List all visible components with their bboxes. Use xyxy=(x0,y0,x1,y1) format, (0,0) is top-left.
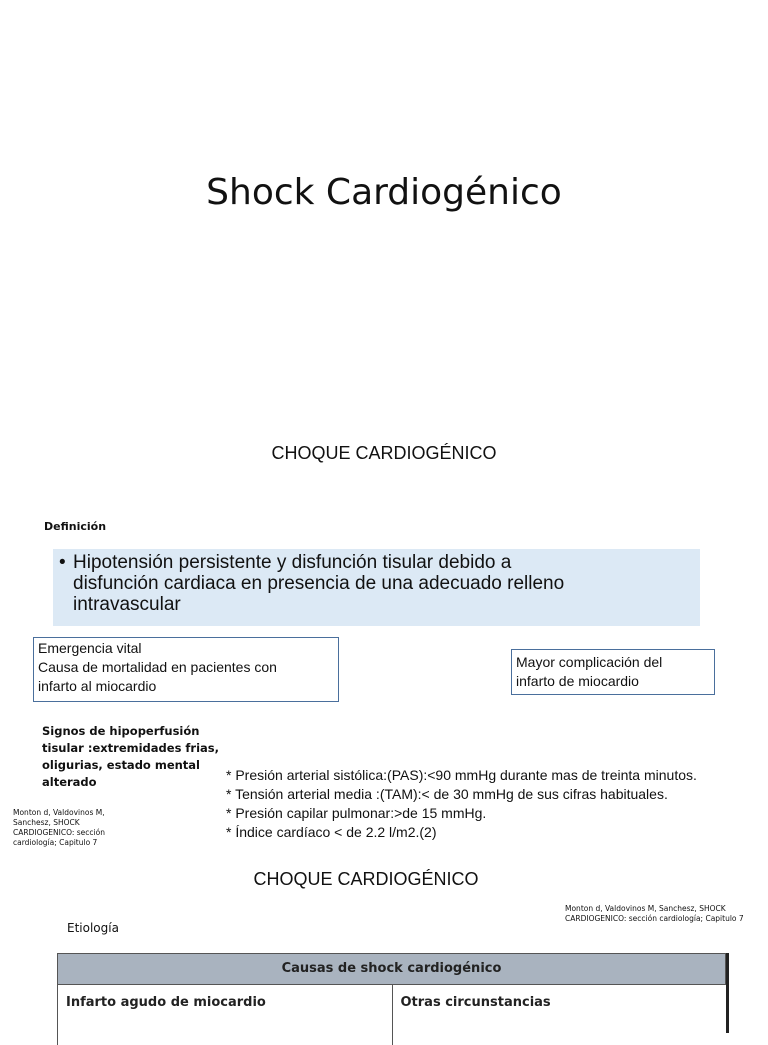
table-header: Causas de shock cardiogénico xyxy=(57,953,726,985)
signs-line: tisular :extremidades frias, xyxy=(42,741,220,755)
definition-text xyxy=(73,552,564,615)
signs-line: Signos de hipoperfusión xyxy=(42,724,200,738)
table-column-header: Otras circunstancias xyxy=(392,985,727,1045)
table-column-header: Infarto agudo de miocardio xyxy=(66,995,266,1010)
definition-box xyxy=(53,549,700,626)
citation xyxy=(13,808,105,848)
slide-title: Shock Cardiogénico xyxy=(206,172,562,213)
citation xyxy=(565,904,744,924)
complication-line: infarto de miocardio xyxy=(516,673,639,689)
criteria-item: * Presión capilar pulmonar:>de 15 mmHg. xyxy=(226,805,487,821)
citation-line: CARDIOGENICO: sección cardiología; Capitulo 7 xyxy=(565,914,744,923)
citation-line: Monton d, Valdovinos M, Sanchesz, SHOCK xyxy=(565,904,726,913)
emergency-line: Causa de mortalidad en pacientes con xyxy=(38,659,277,675)
etiology-label: Etiología xyxy=(67,921,119,935)
criteria-list xyxy=(226,766,697,842)
emergency-line: Emergencia vital xyxy=(38,640,142,656)
emergency-line: infarto al miocardio xyxy=(38,678,157,694)
complication-line: Mayor complicación del xyxy=(516,654,663,670)
criteria-item: * Tensión arterial media :(TAM):< de 30 mmHg de sus cifras habituales. xyxy=(226,786,668,802)
citation-line: cardiología; Capitulo 7 xyxy=(13,838,98,847)
section-title: CHOQUE CARDIOGÉNICO xyxy=(271,443,497,463)
hypoperfusion-signs xyxy=(42,723,222,791)
emergency-box xyxy=(33,637,339,702)
citation-line: Monton d, Valdovinos M, xyxy=(13,808,105,817)
signs-line: alterado xyxy=(42,775,97,789)
section-title: CHOQUE CARDIOGÉNICO xyxy=(253,869,479,889)
causes-table xyxy=(57,953,729,1033)
definition-line: Hipotensión persistente y disfunción tisular debido a xyxy=(73,552,512,573)
criteria-item: * Índice cardíaco < de 2.2 l/m2.(2) xyxy=(226,824,437,840)
signs-line: oligurias, estado mental xyxy=(42,758,201,772)
citation-line: Sanchesz, SHOCK xyxy=(13,818,80,827)
definition-label: Definición xyxy=(44,520,107,533)
definition-line: disfunción cardiaca en presencia de una adecuado relleno xyxy=(73,573,565,594)
bullet-icon: • xyxy=(59,552,66,573)
criteria-item: * Presión arterial sistólica:(PAS):<90 mmHg durante mas de treinta minutos. xyxy=(226,767,697,783)
definition-line: intravascular xyxy=(73,594,181,615)
citation-line: CARDIOGENICO: sección xyxy=(13,828,105,837)
complication-box xyxy=(511,649,715,695)
